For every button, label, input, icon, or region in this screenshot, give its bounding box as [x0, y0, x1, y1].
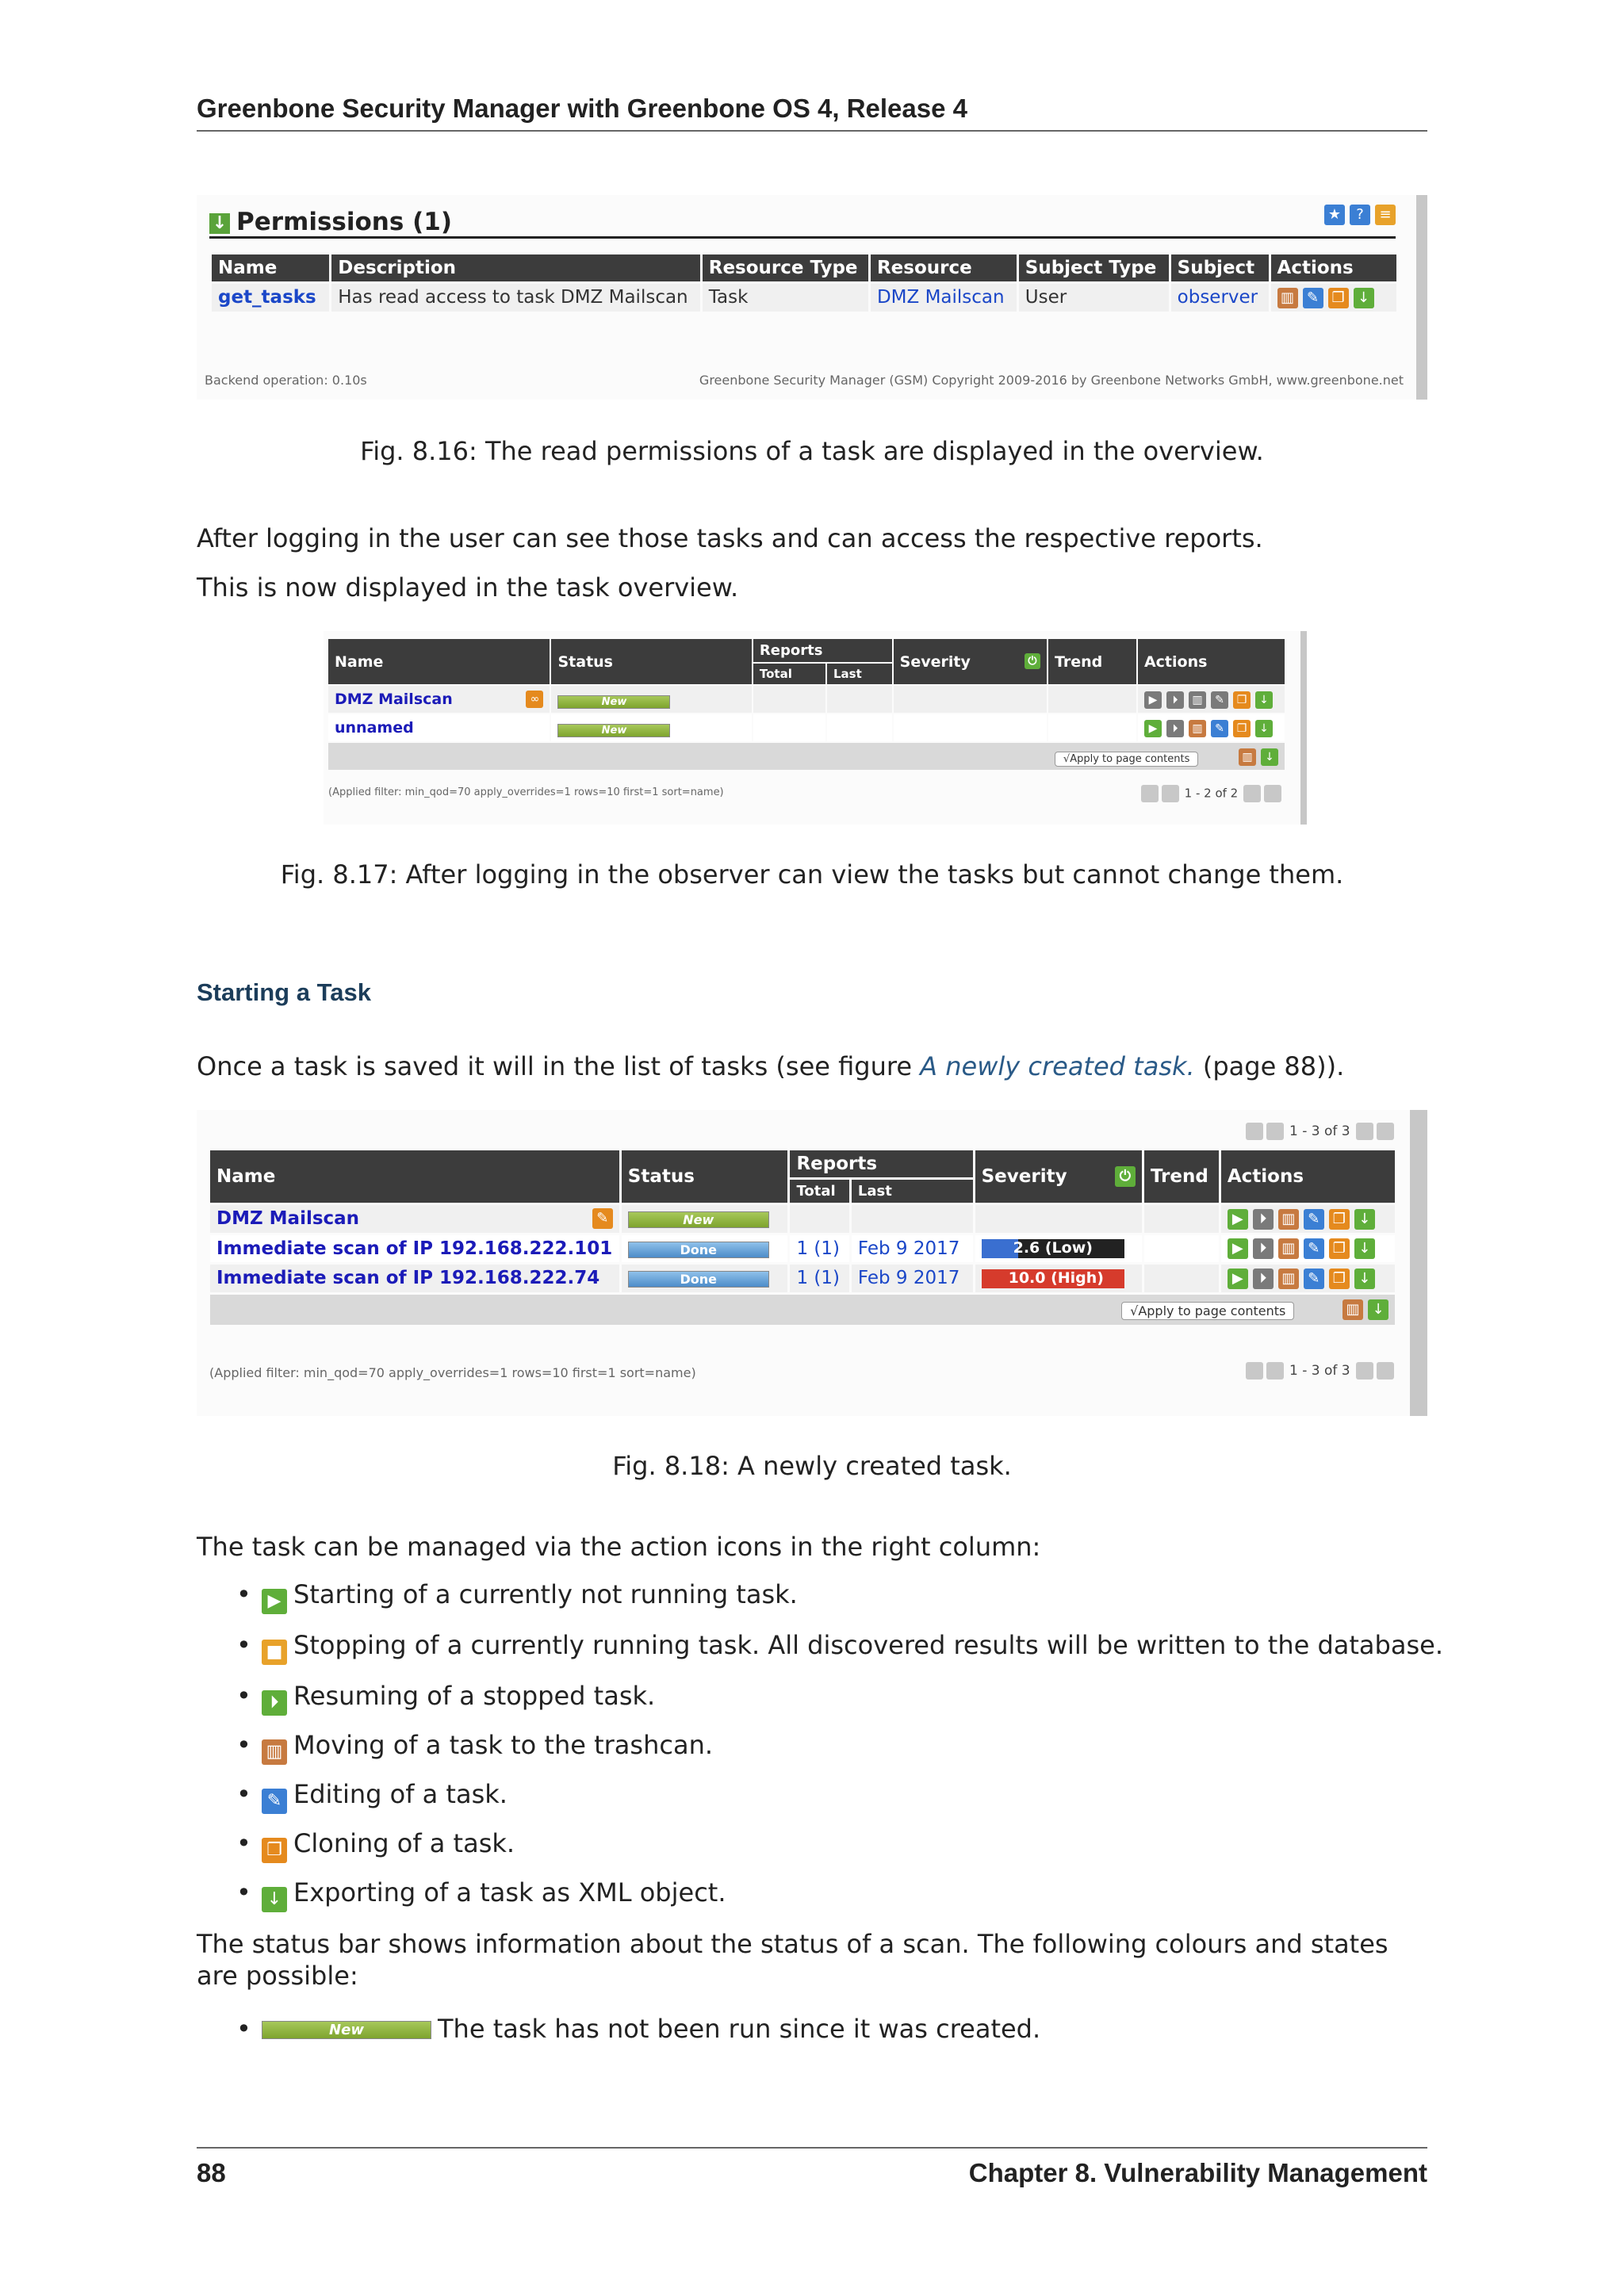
title-rule	[209, 236, 1396, 239]
list-item: • ✎ Editing of a task.	[238, 1779, 508, 1814]
row-actions	[1221, 1205, 1395, 1233]
figure-observer-tasks	[324, 631, 1307, 825]
report-total	[753, 714, 825, 741]
applied-filter: (Applied filter: min_qod=70 apply_overrides=1 rows=10 first=1 sort=name)	[209, 1365, 696, 1380]
row-actions	[1138, 686, 1285, 713]
col-actions: Actions	[1271, 254, 1396, 281]
previous-page-button[interactable]	[1266, 1123, 1284, 1140]
export-icon[interactable]: ↓	[1354, 1269, 1375, 1289]
first-page-button[interactable]	[1246, 1362, 1263, 1380]
table-footer-row	[210, 1295, 1395, 1326]
clone-icon[interactable]: ❐	[1328, 288, 1349, 308]
previous-page-button[interactable]	[1266, 1362, 1284, 1380]
task-name[interactable]: DMZ Mailscan ∞	[328, 686, 550, 713]
chapter-title: Chapter 8. Vulnerability Management	[968, 2158, 1427, 2187]
task-status	[551, 686, 751, 713]
next-page-button[interactable]	[1356, 1123, 1373, 1140]
apply-to-select[interactable]: √Apply to page contents	[1055, 752, 1198, 767]
clone-icon[interactable]: ❐	[1329, 1209, 1350, 1230]
permissions-title: ↓ Permissions (1)	[209, 208, 452, 236]
row-actions	[1221, 1235, 1395, 1263]
list-item: • New The task has not been run since it was created.	[236, 2014, 1041, 2044]
resource-type: Task	[703, 284, 868, 312]
pagination-top: 1 - 3 of 3	[1244, 1123, 1396, 1140]
col-trend[interactable]: Trend	[1144, 1150, 1219, 1203]
task-severity	[975, 1265, 1142, 1292]
export-icon[interactable]: ↓	[1261, 748, 1278, 766]
start-icon[interactable]: ▶	[1144, 691, 1162, 709]
table-header	[212, 254, 1396, 281]
trashcan-icon[interactable]: ▥	[1278, 1238, 1299, 1259]
export-icon[interactable]: ↓	[1354, 1209, 1375, 1230]
subject-link[interactable]: observer	[1171, 284, 1269, 312]
table-row	[328, 714, 1285, 741]
report-total	[753, 686, 825, 713]
previous-page-button[interactable]	[1162, 785, 1179, 802]
task-severity	[975, 1205, 1142, 1233]
copyright: Greenbone Security Manager (GSM) Copyright 2009-2016 by Greenbone Networks GmbH, www.greenbone.net	[699, 373, 1404, 388]
edit-icon[interactable]: ✎	[1211, 691, 1228, 709]
edit-icon[interactable]: ✎	[1303, 288, 1323, 308]
col-actions: Actions	[1221, 1150, 1395, 1203]
trashcan-icon[interactable]: ▥	[1277, 288, 1298, 308]
task-name[interactable]: Immediate scan of IP 192.168.222.101	[210, 1235, 619, 1263]
severity-bar-high: 10.0 (High)	[982, 1269, 1124, 1288]
report-last[interactable]	[852, 1205, 973, 1233]
permissions-table	[209, 252, 1399, 314]
clone-icon[interactable]: ❐	[1329, 1238, 1350, 1259]
table-row	[210, 1265, 1395, 1292]
caption-fig-8-18: Fig. 8.18: A newly created task.	[612, 1451, 1012, 1481]
col-name[interactable]: Name	[210, 1150, 619, 1203]
list-icon[interactable]: ≡	[1375, 205, 1396, 225]
export-icon[interactable]: ↓	[1255, 720, 1273, 737]
task-status	[622, 1265, 788, 1292]
start-icon[interactable]: ▶	[1228, 1238, 1248, 1259]
resume-icon[interactable]: ⏵	[1166, 691, 1184, 709]
col-status[interactable]: Status	[551, 639, 751, 684]
row-actions	[1271, 284, 1396, 312]
task-severity	[975, 1235, 1142, 1263]
task-name[interactable]: Immediate scan of IP 192.168.222.74	[210, 1265, 619, 1292]
pagination-bottom: 1 - 3 of 3	[1244, 1362, 1396, 1380]
table-footer-row	[328, 743, 1285, 770]
apply-to-select[interactable]: √Apply to page contents	[1121, 1302, 1294, 1320]
page-number: 88	[197, 2158, 226, 2187]
figure-reference-link[interactable]: A newly created task.	[920, 1051, 1195, 1081]
pagination: 1 - 2 of 2	[1139, 785, 1283, 802]
start-icon[interactable]: ▶	[1228, 1209, 1248, 1230]
overrides-icon[interactable]: ⏻	[1025, 653, 1040, 669]
col-reports: Reports	[790, 1150, 972, 1177]
next-page-button[interactable]	[1243, 785, 1261, 802]
col-last[interactable]: Last	[827, 664, 892, 684]
status-bar-new: New	[628, 1211, 769, 1228]
table-header	[210, 1150, 1395, 1177]
scrollbar[interactable]	[1416, 195, 1427, 400]
footer-rule	[197, 2147, 1427, 2149]
first-page-button[interactable]	[1141, 785, 1159, 802]
col-total[interactable]: Total	[790, 1180, 848, 1203]
figure-permissions	[197, 195, 1427, 400]
col-actions: Actions	[1138, 639, 1285, 684]
help-icon[interactable]: ?	[1350, 205, 1370, 225]
export-icon[interactable]: ↓	[1255, 691, 1273, 709]
col-severity[interactable]: Severity ⏻	[975, 1150, 1142, 1203]
col-resource-type[interactable]: Resource Type	[703, 254, 868, 281]
backend-operation: Backend operation: 0.10s	[205, 373, 367, 388]
list-item: • ❐ Cloning of a task.	[238, 1828, 515, 1863]
figure-new-task	[197, 1110, 1427, 1416]
task-status	[622, 1235, 788, 1263]
start-icon[interactable]: ▶	[1228, 1269, 1248, 1289]
start-icon: ▶	[262, 1589, 287, 1614]
bulk-actions	[328, 743, 1285, 770]
list-item: • ■ Stopping of a currently running task. All discovered results will be written to the database.	[238, 1630, 1443, 1665]
table-row	[328, 686, 1285, 713]
new-star-icon[interactable]: ★	[1324, 205, 1345, 225]
section-heading: Starting a Task	[197, 978, 371, 1006]
alterable-icon: ✎	[592, 1208, 613, 1229]
table-row	[212, 284, 1396, 312]
resource-link[interactable]: DMZ Mailscan	[871, 284, 1017, 312]
table-row	[210, 1235, 1395, 1263]
task-severity	[894, 686, 1047, 713]
edit-icon[interactable]: ✎	[1211, 720, 1228, 737]
col-trend[interactable]: Trend	[1048, 639, 1136, 684]
trashcan-icon: ▥	[262, 1739, 287, 1765]
task-trend	[1144, 1235, 1219, 1263]
last-page-button[interactable]	[1377, 1123, 1394, 1140]
task-status	[622, 1205, 788, 1233]
paragraph: This is now displayed in the task overview.	[197, 572, 739, 603]
edit-icon[interactable]: ✎	[1304, 1209, 1324, 1230]
export-icon[interactable]: ↓	[1354, 288, 1374, 308]
col-name[interactable]: Name	[212, 254, 329, 281]
paragraph: The task can be managed via the action icons in the right column:	[197, 1532, 1041, 1562]
col-severity[interactable]: Severity ⏻	[894, 639, 1047, 684]
edit-icon[interactable]: ✎	[1304, 1238, 1324, 1259]
trashcan-icon[interactable]: ▥	[1278, 1269, 1299, 1289]
overrides-icon[interactable]: ⏻	[1115, 1166, 1136, 1187]
permission-name[interactable]: get_tasks	[212, 284, 329, 312]
paragraph: Once a task is saved it will in the list of tasks (see figure A newly created task. (page 88)).	[197, 1051, 1345, 1081]
col-reports: Reports	[753, 639, 892, 662]
bulk-actions	[210, 1295, 1395, 1326]
first-page-button[interactable]	[1246, 1123, 1263, 1140]
trashcan-icon[interactable]: ▥	[1342, 1299, 1363, 1320]
col-resource[interactable]: Resource	[871, 254, 1017, 281]
col-description[interactable]: Description	[331, 254, 699, 281]
table-row	[210, 1205, 1395, 1233]
report-last	[827, 714, 892, 741]
report-total[interactable]: 1 (1)	[790, 1235, 848, 1263]
clone-icon[interactable]: ❐	[1329, 1269, 1350, 1289]
alterable-icon: ∞	[526, 691, 543, 708]
report-last[interactable]: Feb 9 2017	[852, 1265, 973, 1292]
clone-icon[interactable]: ❐	[1233, 691, 1251, 709]
applied-filter: (Applied filter: min_qod=70 apply_overrides=1 rows=10 first=1 sort=name)	[328, 786, 724, 798]
export-icon[interactable]: ↓	[1368, 1299, 1388, 1320]
export-icon[interactable]: ↓	[1354, 1238, 1375, 1259]
export-icon: ↓	[262, 1887, 287, 1912]
report-last[interactable]: Feb 9 2017	[852, 1235, 973, 1263]
tasks-table	[208, 1148, 1397, 1327]
last-page-button[interactable]	[1264, 785, 1281, 802]
col-last[interactable]: Last	[852, 1180, 973, 1203]
paragraph: After logging in the user can see those tasks and can access the respective reports.	[197, 523, 1263, 553]
caption-fig-8-17: Fig. 8.17: After logging in the observer can view the tasks but cannot change them.	[280, 859, 1344, 890]
col-subject-type[interactable]: Subject Type	[1019, 254, 1169, 281]
resume-icon[interactable]: ⏵	[1253, 1238, 1274, 1259]
status-bar-done: Done	[628, 1242, 769, 1258]
col-name[interactable]: Name	[328, 639, 550, 684]
scrollbar[interactable]	[1300, 631, 1307, 825]
trashcan-icon[interactable]: ▥	[1278, 1209, 1299, 1230]
col-status[interactable]: Status	[622, 1150, 788, 1203]
permissions-toolbar	[1320, 205, 1396, 225]
task-trend	[1144, 1265, 1219, 1292]
report-total[interactable]: 1 (1)	[790, 1265, 848, 1292]
list-item: • ▥ Moving of a task to the trashcan.	[238, 1730, 713, 1765]
status-bar-done: Done	[628, 1271, 769, 1288]
download-arrow-icon: ↓	[209, 213, 230, 234]
status-bar-new: New	[262, 2021, 431, 2039]
list-item: • ⏵ Resuming of a stopped task.	[238, 1681, 655, 1716]
paragraph: The status bar shows information about the status of a scan. The following colours and states are possible:	[197, 1929, 1388, 1991]
edit-icon: ✎	[262, 1789, 287, 1814]
report-last	[827, 686, 892, 713]
clone-icon: ❐	[262, 1838, 287, 1863]
edit-icon[interactable]: ✎	[1304, 1269, 1324, 1289]
clone-icon[interactable]: ❐	[1233, 720, 1251, 737]
row-actions	[1221, 1265, 1395, 1292]
severity-bar-low: 2.6 (Low)	[982, 1239, 1124, 1258]
next-page-button[interactable]	[1356, 1362, 1373, 1380]
running-header: Greenbone Security Manager with Greenbone OS 4, Release 4	[197, 94, 1427, 132]
resume-icon[interactable]: ⏵	[1166, 720, 1184, 737]
task-severity	[894, 714, 1047, 741]
task-name[interactable]: DMZ Mailscan ✎	[210, 1205, 619, 1233]
row-actions	[1138, 714, 1285, 741]
trashcan-icon[interactable]: ▥	[1189, 720, 1206, 737]
last-page-button[interactable]	[1377, 1362, 1394, 1380]
report-total[interactable]	[790, 1205, 848, 1233]
subject-type: User	[1019, 284, 1169, 312]
trashcan-icon[interactable]: ▥	[1239, 748, 1256, 766]
trashcan-icon[interactable]: ▥	[1189, 691, 1206, 709]
status-bar-new: New	[557, 724, 670, 737]
scrollbar[interactable]	[1410, 1110, 1427, 1416]
col-total[interactable]: Total	[753, 664, 825, 684]
status-bar-new: New	[557, 695, 670, 709]
task-trend	[1048, 714, 1136, 741]
table-header	[328, 639, 1285, 662]
task-trend	[1048, 686, 1136, 713]
resume-icon[interactable]: ⏵	[1253, 1269, 1274, 1289]
resume-icon: ⏵	[262, 1690, 287, 1716]
task-status	[551, 714, 751, 741]
task-name[interactable]: unnamed	[328, 714, 550, 741]
list-item: • ▶ Starting of a currently not running task.	[238, 1579, 798, 1614]
col-subject[interactable]: Subject	[1171, 254, 1269, 281]
task-trend	[1144, 1205, 1219, 1233]
tasks-table	[327, 637, 1286, 771]
list-item: • ↓ Exporting of a task as XML object.	[238, 1877, 726, 1912]
start-icon[interactable]: ▶	[1144, 720, 1162, 737]
permission-description: Has read access to task DMZ Mailscan	[331, 284, 699, 312]
resume-icon[interactable]: ⏵	[1253, 1209, 1274, 1230]
stop-icon: ■	[262, 1640, 287, 1665]
caption-fig-8-16: Fig. 8.16: The read permissions of a task are displayed in the overview.	[360, 436, 1264, 466]
